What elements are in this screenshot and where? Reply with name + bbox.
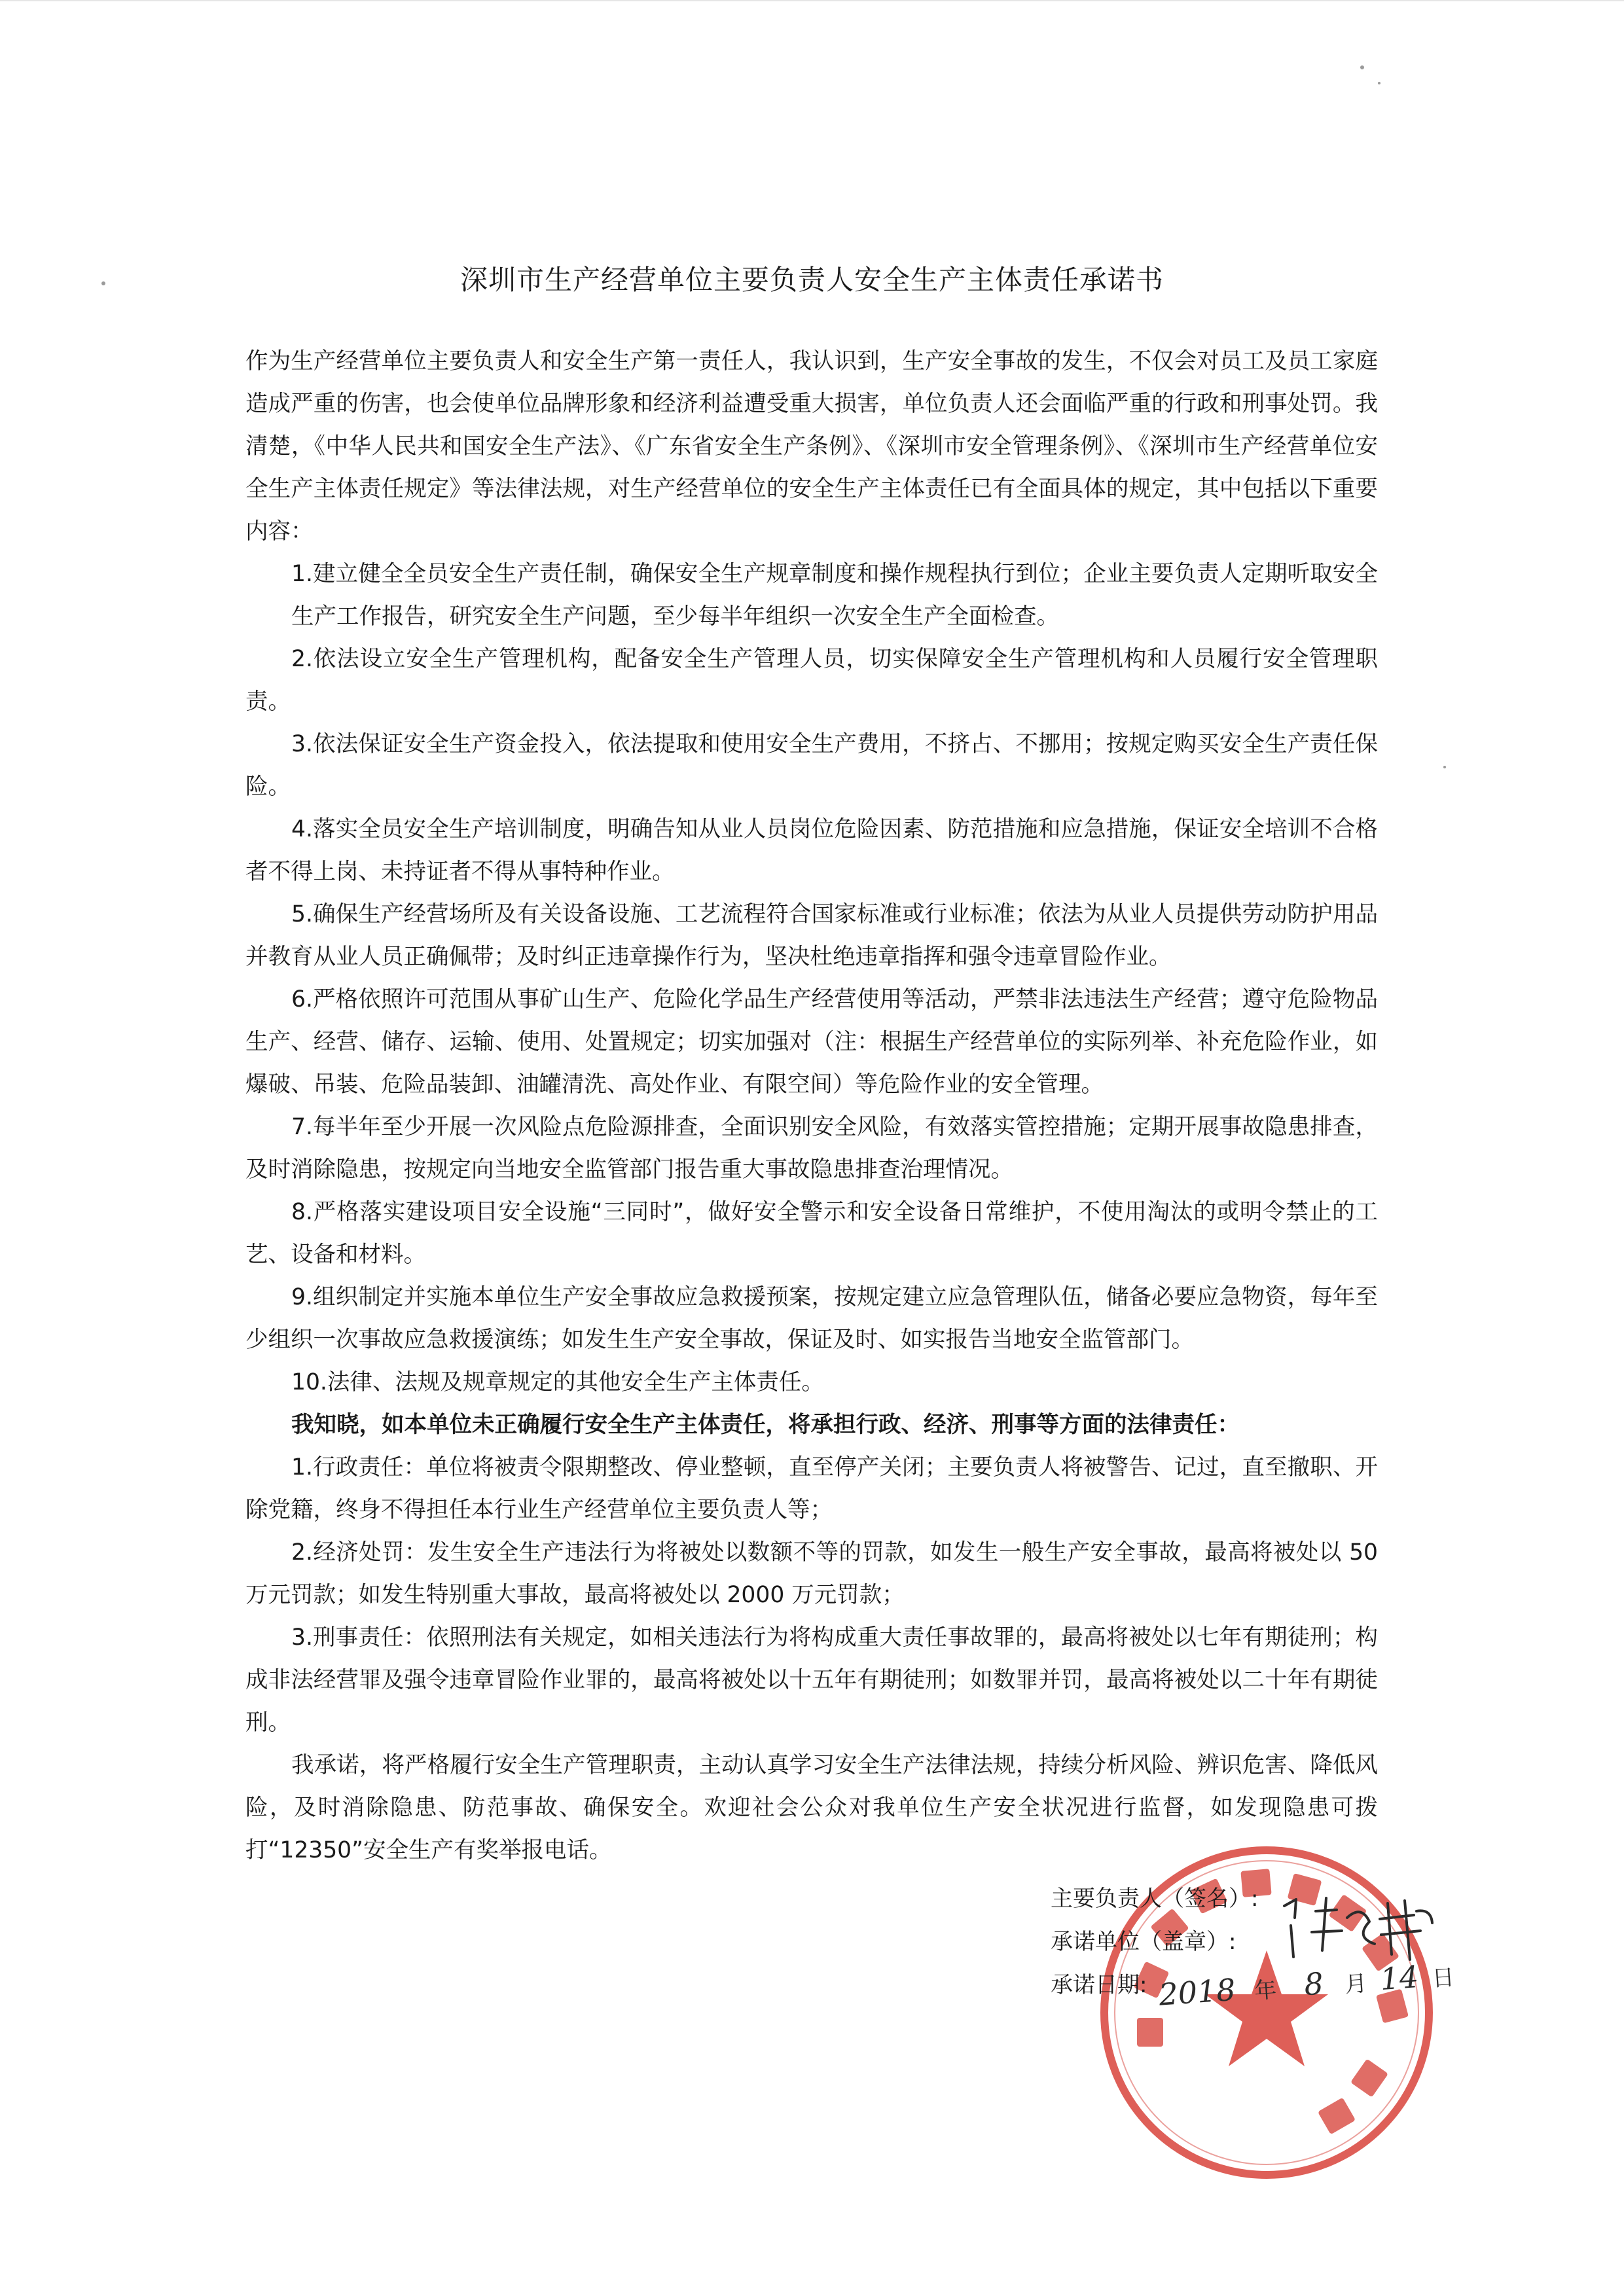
date-year: 2018 [1157, 1971, 1237, 2013]
date-month: 8 [1303, 1965, 1325, 2003]
handwritten-signature-icon [1276, 1892, 1440, 1970]
document-body [245, 340, 1378, 1872]
document-title: 深圳市生产经营单位主要负责人安全生产主体责任承诺书 [460, 264, 1164, 296]
responsible-person-line [1051, 1877, 1258, 1920]
pledge-paragraph: 我承诺，将严格履行安全生产管理职责，主动认真学习安全生产法律法规，持续分析风险、辨识危害、降低风险，及时消除隐患、防范事故、确保安全。欢迎社会公众对我单位生产安全状况进行监督，如发现隐患可拨打“12350”安全生产有奖举报电话。 [245, 1752, 1378, 1863]
date-day-unit: 日 [1431, 1964, 1456, 1992]
scan-speck [1360, 65, 1364, 69]
committing-unit-label: 承诺单位（盖章）: [1051, 1929, 1236, 1955]
obligation-item: 10.法律、法规及规章规定的其他安全生产主体责任。 [291, 1369, 824, 1395]
intro-paragraph: 作为生产经营单位主要负责人和安全生产第一责任人，我认识到，生产安全事故的发生，不仅会对员工及员工家庭造成严重的伤害，也会使单位品牌形象和经济利益遭受重大损害，单位负责人还会面临严重的行政和刑事处罚。我清楚，《中华人民共和国安全生产法》、《广东省安全生产条例》、《深圳市安全管理条例》、《深圳市生产经营单位安全生产主体责任规定》等法律法规，对生产经营单位的安全生产主体责任已有全面具体的规定，其中包括以下重要内容： [245, 348, 1378, 545]
responsible-person-label: 主要负责人（签名）: [1051, 1886, 1259, 1912]
committing-unit-line [1051, 1920, 1258, 1964]
scan-speck [1443, 766, 1446, 768]
obligation-item: 2.依法设立安全生产管理机构，配备安全生产管理人员，切实保障安全生产管理机构和人员履行安全管理职责。 [245, 646, 1378, 715]
date-year-unit: 年 [1253, 1977, 1278, 2005]
liability-item: 2.经济处罚：发生安全生产违法行为将被处以数额不等的罚款，如发生一般生产安全事故，最高将被处以 50 万元罚款；如发生特别重大事故，最高将被处以 2000 万元罚款； [245, 1539, 1378, 1608]
liability-item: 3.刑事责任：依照刑法有关规定，如相关违法行为将构成重大责任事故罪的，最高将被处以七年有期徒刑；构成非法经营罪及强令违章冒险作业罪的，最高将被处以十五年有期徒刑；如数罪并罚，最高将被处以二十年有期徒刑。 [245, 1624, 1378, 1736]
obligation-item: 7.每半年至少开展一次风险点危险源排查，全面识别安全风险，有效落实管控措施；定期开展事故隐患排查，及时消除隐患，按规定向当地安全监管部门报告重大事故隐患排查治理情况。 [245, 1114, 1378, 1183]
obligation-item: 6.严格依照许可范围从事矿山生产、危险化学品生产经营使用等活动，严禁非法违法生产经营；遵守危险物品生产、经营、储存、运输、使用、处置规定；切实加强对（注：根据生产经营单位的实际列举、补充危险作业，如爆破、吊装、危险品装卸、油罐清洗、高处作业、有限空间）等危险作业的安全管理。 [245, 986, 1378, 1098]
liability-heading: 我知晓，如本单位未正确履行安全生产主体责任，将承担行政、经济、刑事等方面的法律责任： [291, 1412, 1240, 1438]
commitment-date-label: 承诺日期: [1051, 1972, 1147, 1998]
obligation-item: 3.依法保证安全生产资金投入，依法提取和使用安全生产费用，不挤占、不挪用；按规定购买安全生产责任保险。 [245, 731, 1378, 800]
obligation-item: 5.确保生产经营场所及有关设备设施、工艺流程符合国家标准或行业标准；依法为从业人员提供劳动防护用品并教育从业人员正确佩带；及时纠正违章操作行为，坚决杜绝违章指挥和强令违章冒险作业。 [245, 901, 1378, 970]
obligation-item: 9.组织制定并实施本单位生产安全事故应急救援预案，按规定建立应急管理队伍，储备必要应急物资，每年至少组织一次事故应急救援演练；如发生生产安全事故，保证及时、如实报告当地安全监管部门。 [245, 1284, 1378, 1353]
scan-speck [1378, 82, 1380, 84]
obligation-item: 4.落实全员安全生产培训制度，明确告知从业人员岗位危险因素、防范措施和应急措施，保证安全培训不合格者不得上岗、未持证者不得从事特种作业。 [245, 816, 1378, 885]
obligation-item: 8.严格落实建设项目安全设施“三同时”，做好安全警示和安全设备日常维护，不使用淘汰的或明令禁止的工艺、设备和材料。 [245, 1199, 1378, 1268]
date-month-unit: 月 [1344, 1970, 1368, 1998]
date-day: 14 [1379, 1959, 1420, 1998]
liability-item: 1.行政责任：单位将被责令限期整改、停业整顿，直至停产关闭；主要负责人将被警告、记过，直至撤职、开除党籍，终身不得担任本行业生产经营单位主要负责人等； [245, 1454, 1378, 1523]
obligation-item: 1.建立健全全员安全生产责任制，确保安全生产规章制度和操作规程执行到位；企业主要负责人定期听取安全生产工作报告，研究安全生产问题，至少每半年组织一次安全生产全面检查。 [291, 561, 1378, 630]
